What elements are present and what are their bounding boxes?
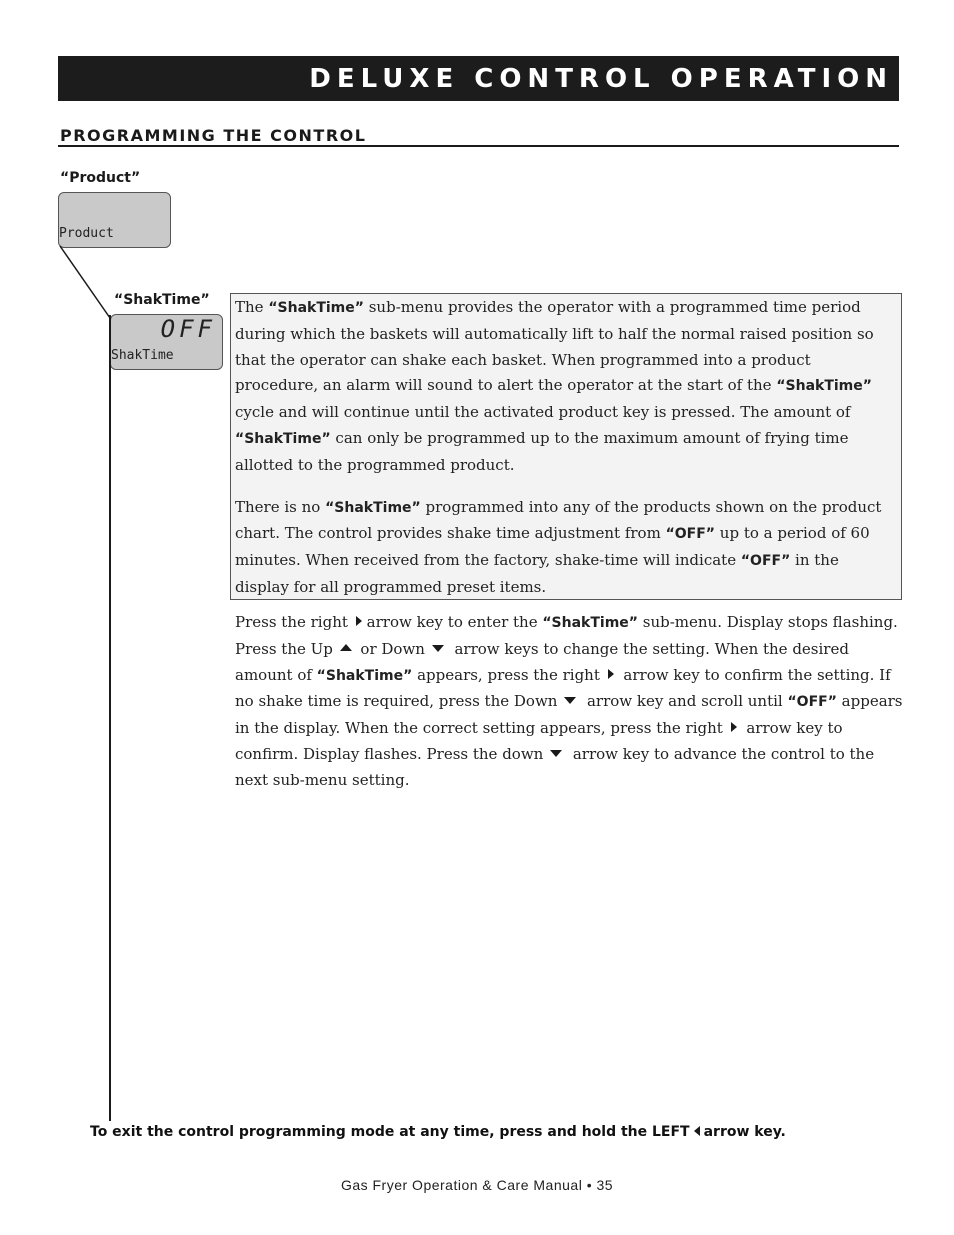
page-header-title: DELUXE CONTROL OPERATION xyxy=(309,64,893,94)
menu-tree-line xyxy=(109,315,111,1121)
bold-term: “ShakTime” xyxy=(325,499,421,516)
description-paragraph-2: There is no “ShakTime” programmed into any of the products shown on the product chart. The control provides shake time adjustment from “OFF” up to a period of 60 minutes. When received from the factory, shake-time will indicate “OFF” in the display for all programmed preset items. xyxy=(235,497,882,596)
instructions-paragraph: Press the right arrow key to enter the “ShakTime” sub-menu. Display stops flashing. Press the Up or Down arrow keys to change the setting. When the desired amount of “ShakTime” appears, press the right arrow key to confirm the setting. If no shake time is required, press the Down arrow key and scroll until “OFF” appears in the display. When the correct setting appears, press the right arrow key to confirm. Display flashes. Press the down arrow key to advance the control to the next sub-menu setting. xyxy=(235,613,903,789)
exit-note xyxy=(90,1124,786,1140)
bold-term: “ShakTime” xyxy=(235,430,331,447)
bold-term: “OFF” xyxy=(787,694,837,711)
product-caption: “Product” xyxy=(60,170,141,186)
bold-term: “OFF” xyxy=(665,526,716,543)
shaktime-lcd-value: OFF xyxy=(160,315,216,343)
right-arrow-icon xyxy=(356,616,362,626)
right-arrow-icon xyxy=(608,669,614,679)
right-arrow-icon xyxy=(731,722,737,732)
bold-term: “ShakTime” xyxy=(542,615,638,631)
bold-term: “ShakTime” xyxy=(776,378,872,395)
bold-term: “ShakTime” xyxy=(268,300,364,316)
shaktime-lcd-display xyxy=(110,314,223,370)
down-arrow-icon xyxy=(432,645,444,652)
shaktime-caption: “ShakTime” xyxy=(114,292,210,308)
exit-note-text: To exit the control programming mode at any time, press and hold the LEFT xyxy=(90,1124,690,1140)
page-footer: Gas Fryer Operation & Care Manual • 35 xyxy=(340,1177,614,1193)
down-arrow-icon xyxy=(550,750,562,757)
product-lcd-label: Product xyxy=(59,226,114,241)
instructions-block xyxy=(235,610,903,794)
bold-term: “ShakTime” xyxy=(316,667,413,684)
section-title: PROGRAMMING THE CONTROL xyxy=(60,126,367,145)
bold-term: “OFF” xyxy=(740,553,791,570)
up-arrow-icon xyxy=(340,644,352,651)
shaktime-lcd-label: ShakTime xyxy=(111,348,174,363)
left-arrow-icon xyxy=(694,1126,700,1136)
shaktime-description-box xyxy=(230,293,902,600)
down-arrow-icon xyxy=(564,697,576,704)
exit-note-suffix: arrow key. xyxy=(703,1124,786,1140)
description-paragraph-1: The “ShakTime” sub-menu provides the operator with a programmed time period during which the baskets will automatically lift to half the normal raised position so that the operator can shake each basket. When programmed into a product procedure, an alarm will sound to alert the operator at the start of the “ShakTime” cycle and will continue until the activated product key is pressed. The amount of “ShakTime” can only be programmed up to the maximum amount of frying time allotted to the programmed product. xyxy=(235,298,874,474)
